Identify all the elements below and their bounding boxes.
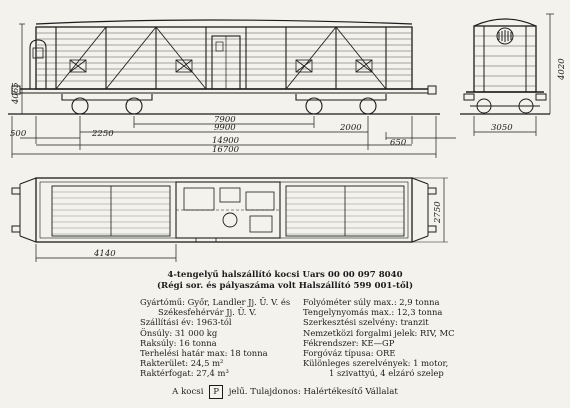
owner-note-suffix: jelű. Tulajdonos: Halértékesítő Vállalat [228,387,398,397]
spec-line: Raktérfogat: 27,4 m³ [140,368,229,379]
spec-line: Tengelynyomás max.: 12,3 tonna [303,307,443,318]
dim-wheelbase-span: 9900 [214,123,236,133]
plan-view [12,178,448,262]
spec-line: Nemzetközi forgalmi jelek: RIV, MC [303,327,455,338]
caption-title: 4-tengelyű halszállító kocsi Uars 00 00 097 8040 [167,270,403,280]
dim-side-height: 4065 [11,82,21,104]
drawing-caption [0,270,570,292]
end-view [460,14,554,136]
wagon-mark-badge: P [209,385,223,399]
owner-note-prefix: A kocsi [172,387,204,397]
dim-total-length: 16700 [212,145,240,155]
dimension-labels [10,58,567,259]
spec-line: Rakterület: 24,5 m² [140,358,224,369]
spec-line: Forgóváz típusa: ORE [303,348,396,359]
spec-line: Raksúly: 16 tonna [140,337,217,348]
owner-note [0,385,570,399]
spec-line: Különleges szerelvények: 1 motor, [303,358,449,369]
dim-end-height: 4020 [557,58,567,80]
spec-column-left [140,297,290,379]
dim-body-length: 14900 [212,136,240,146]
dim-plan-width: 2750 [433,201,443,223]
spec-line: Önsúly: 31 000 kg [140,327,218,338]
spec-line: 1 szivattyú, 4 elzáró szelep [329,368,444,379]
side-elevation [8,20,440,114]
dim-bogie-right: 2000 [340,123,362,133]
spec-line: Fékrendszer: KE—GP [303,337,395,348]
spec-line: Terhelési határ max: 18 tonna [140,348,268,359]
dim-end-width: 3050 [491,123,513,133]
dim-bogie-span: 2250 [92,129,114,139]
spec-line: Gyártómű: Győr, Landler Jj. Ü. V. és [140,297,291,307]
spec-line: Folyóméter súly max.: 2,9 tonna [303,297,440,307]
caption-subtitle: (Régi sor. és pályaszáma volt Halszállító 599 001-től) [156,281,414,291]
dim-axle-inner: 7900 [214,115,236,125]
spec-column-right [303,297,455,379]
spec-line: Szállítási év: 1963-tól [140,317,232,328]
dim-end-overhang: 650 [390,138,407,148]
dim-buffer-overhang: 500 [10,129,27,139]
dim-plan-offset: 4140 [94,249,116,259]
spec-line: Szerkesztési szelvény: tranzit [303,317,429,328]
spec-line: Székesfehérvár Jj. Ü. V. [158,307,257,318]
